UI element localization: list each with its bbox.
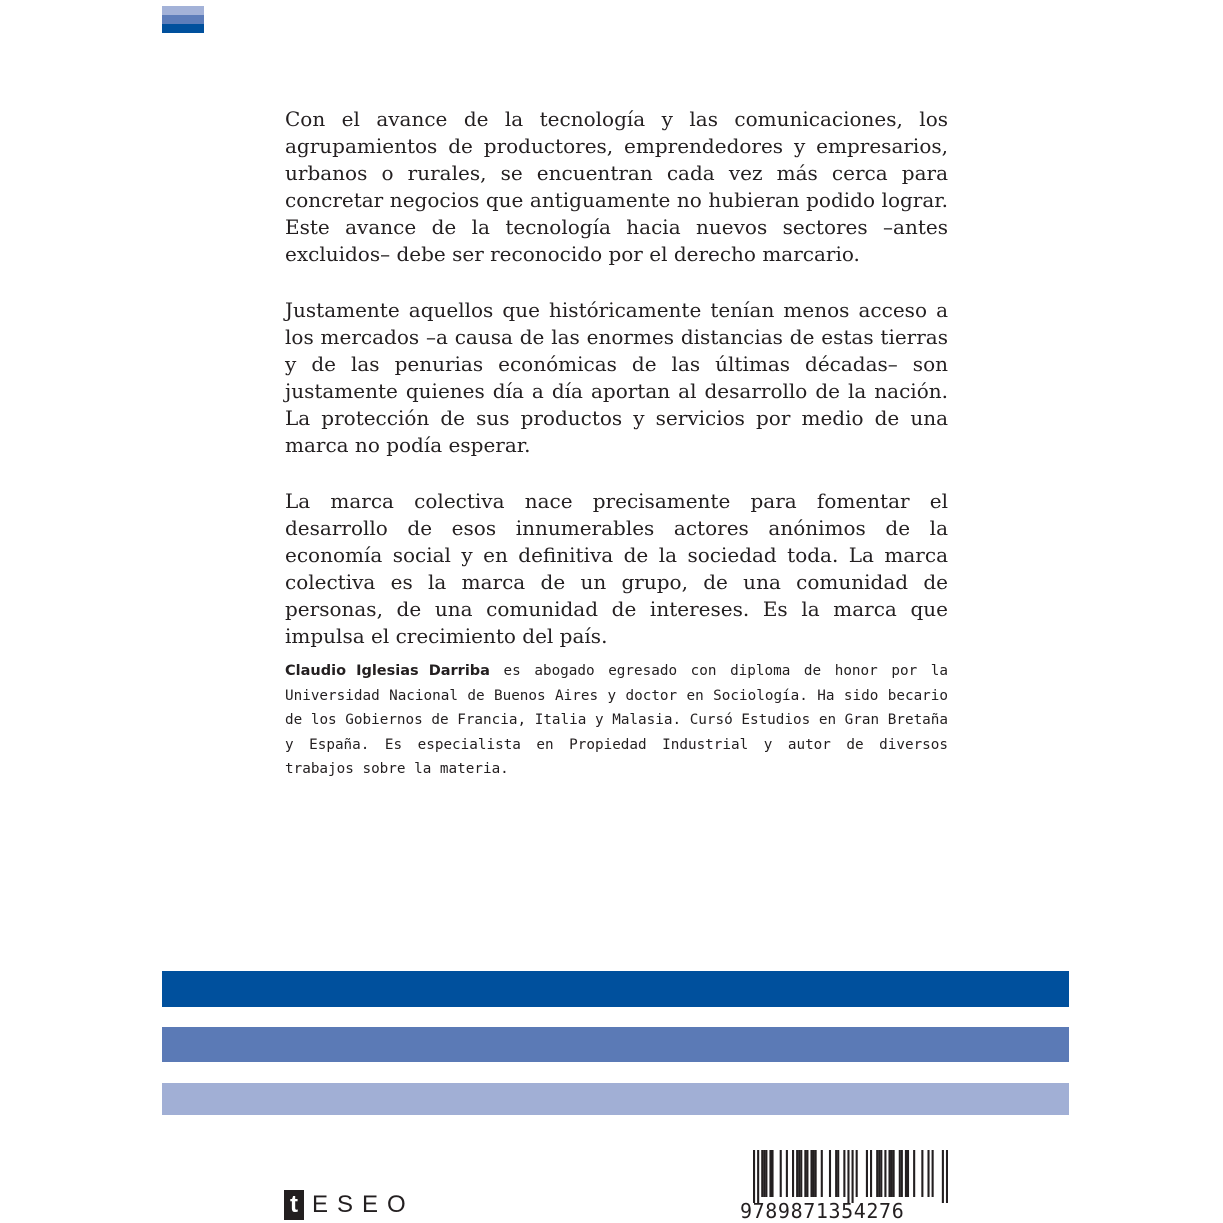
barcode-bar xyxy=(913,1150,915,1197)
blurb-paragraph-3: La marca colectiva nace precisamente para fomentar el desarrollo de esos innumerables actores anónimos de la economía social y en definitiva de la sociedad toda. La marca colectiva es la marca de un grupo, de una comunidad de personas, de una comunidad de intereses. Es la marca que impulsa el crecimiento del país. xyxy=(285,489,948,648)
barcode-bar xyxy=(765,1150,767,1197)
isbn-barcode xyxy=(740,1150,948,1223)
publisher-logo-text: ESEO xyxy=(312,1191,415,1218)
publisher-logo xyxy=(284,1190,415,1220)
barcode-bar xyxy=(821,1150,823,1197)
blurb-paragraph-1: Con el avance de la tecnología y las comunicaciones, los agrupamientos de productores, emprendedores y empresarios, urbanos o rurales, se encuentran cada vez más cerca para concretar negocios que antiguamente no hubieran podido lograr. Este avance de la tecnología hacia nuevos sectores –antes excluidos– debe ser reconocido por el derecho marcario. xyxy=(285,107,948,266)
back-cover-blurb xyxy=(285,106,948,650)
barcode-bar xyxy=(891,1150,893,1197)
author-bio-text: es abogado egresado con diploma de honor por la Universidad Nacional de Buenos Aires y doctor en Sociología. Ha sido becario de los Gobiernos de Francia, Italia y Malasia. Cursó Estudios en Gran Bretaña y España. Es especialista en Propiedad Industrial y autor de diversos trabajos sobre la materia. xyxy=(285,663,948,777)
barcode-bar xyxy=(921,1150,923,1197)
barcode-bar xyxy=(932,1150,934,1197)
barcode-bar xyxy=(810,1150,812,1197)
barcode-bar xyxy=(870,1150,872,1197)
corner-stripe-light xyxy=(162,6,204,15)
corner-stripe-dark xyxy=(162,24,204,33)
barcode-bar xyxy=(771,1150,773,1197)
barcode-bar xyxy=(880,1150,882,1197)
barcode-bar xyxy=(829,1150,831,1197)
barcode-bar xyxy=(942,1150,944,1203)
barcode-bar xyxy=(800,1150,802,1197)
barcode-bar xyxy=(763,1150,765,1197)
barcode-bar xyxy=(852,1150,854,1203)
barcode-bar xyxy=(796,1150,798,1197)
barcode-bar xyxy=(946,1150,948,1203)
barcode-bar xyxy=(878,1150,880,1197)
barcode-number: 9789871354276 xyxy=(740,1199,905,1223)
barcode-bar xyxy=(866,1150,868,1197)
barcode-bar xyxy=(813,1150,815,1197)
author-name: Claudio Iglesias Darriba xyxy=(285,663,490,679)
barcode-bar xyxy=(804,1150,806,1197)
barcode-bar xyxy=(786,1150,788,1197)
corner-stripe-mid xyxy=(162,15,204,24)
barcode-bar xyxy=(847,1150,849,1203)
barcode-bar xyxy=(884,1150,886,1197)
corner-color-mark xyxy=(162,6,204,33)
barcode-bar xyxy=(905,1150,907,1197)
barcode-bar xyxy=(876,1150,878,1197)
barcode-bar xyxy=(815,1150,817,1197)
barcode-bar xyxy=(843,1150,845,1197)
barcode-bars xyxy=(753,1150,948,1203)
barcode-bar xyxy=(901,1150,903,1197)
barcode-bar xyxy=(888,1150,890,1197)
publisher-logo-mark: t xyxy=(284,1190,304,1220)
barcode-bar xyxy=(893,1150,895,1197)
blurb-paragraph-2: Justamente aquellos que históricamente tenían menos acceso a los mercados –a causa de las enormes distancias de estas tierras y de las penurias económicas de las últimas décadas– son justamente quienes día a día aportan al desarrollo de la nación. La protección de sus productos y servicios por medio de una marca no podía esperar. xyxy=(285,298,948,457)
author-bio xyxy=(285,659,948,782)
barcode-bar xyxy=(907,1150,909,1197)
barcode-bar xyxy=(780,1150,782,1197)
barcode-bar xyxy=(899,1150,901,1197)
barcode-bar xyxy=(835,1150,837,1197)
barcode-bar xyxy=(769,1150,771,1197)
barcode-bar xyxy=(792,1150,794,1197)
barcode-bar xyxy=(856,1150,858,1197)
bottom-band-light xyxy=(162,1083,1069,1115)
barcode-bar xyxy=(761,1150,763,1197)
barcode-bar xyxy=(798,1150,800,1197)
barcode-bar xyxy=(927,1150,929,1197)
barcode-bar xyxy=(837,1150,839,1197)
barcode-bar xyxy=(806,1150,808,1197)
barcode-bar xyxy=(753,1150,755,1203)
barcode-bar xyxy=(757,1150,759,1203)
bottom-band-dark xyxy=(162,971,1069,1007)
bottom-band-mid xyxy=(162,1027,1069,1062)
